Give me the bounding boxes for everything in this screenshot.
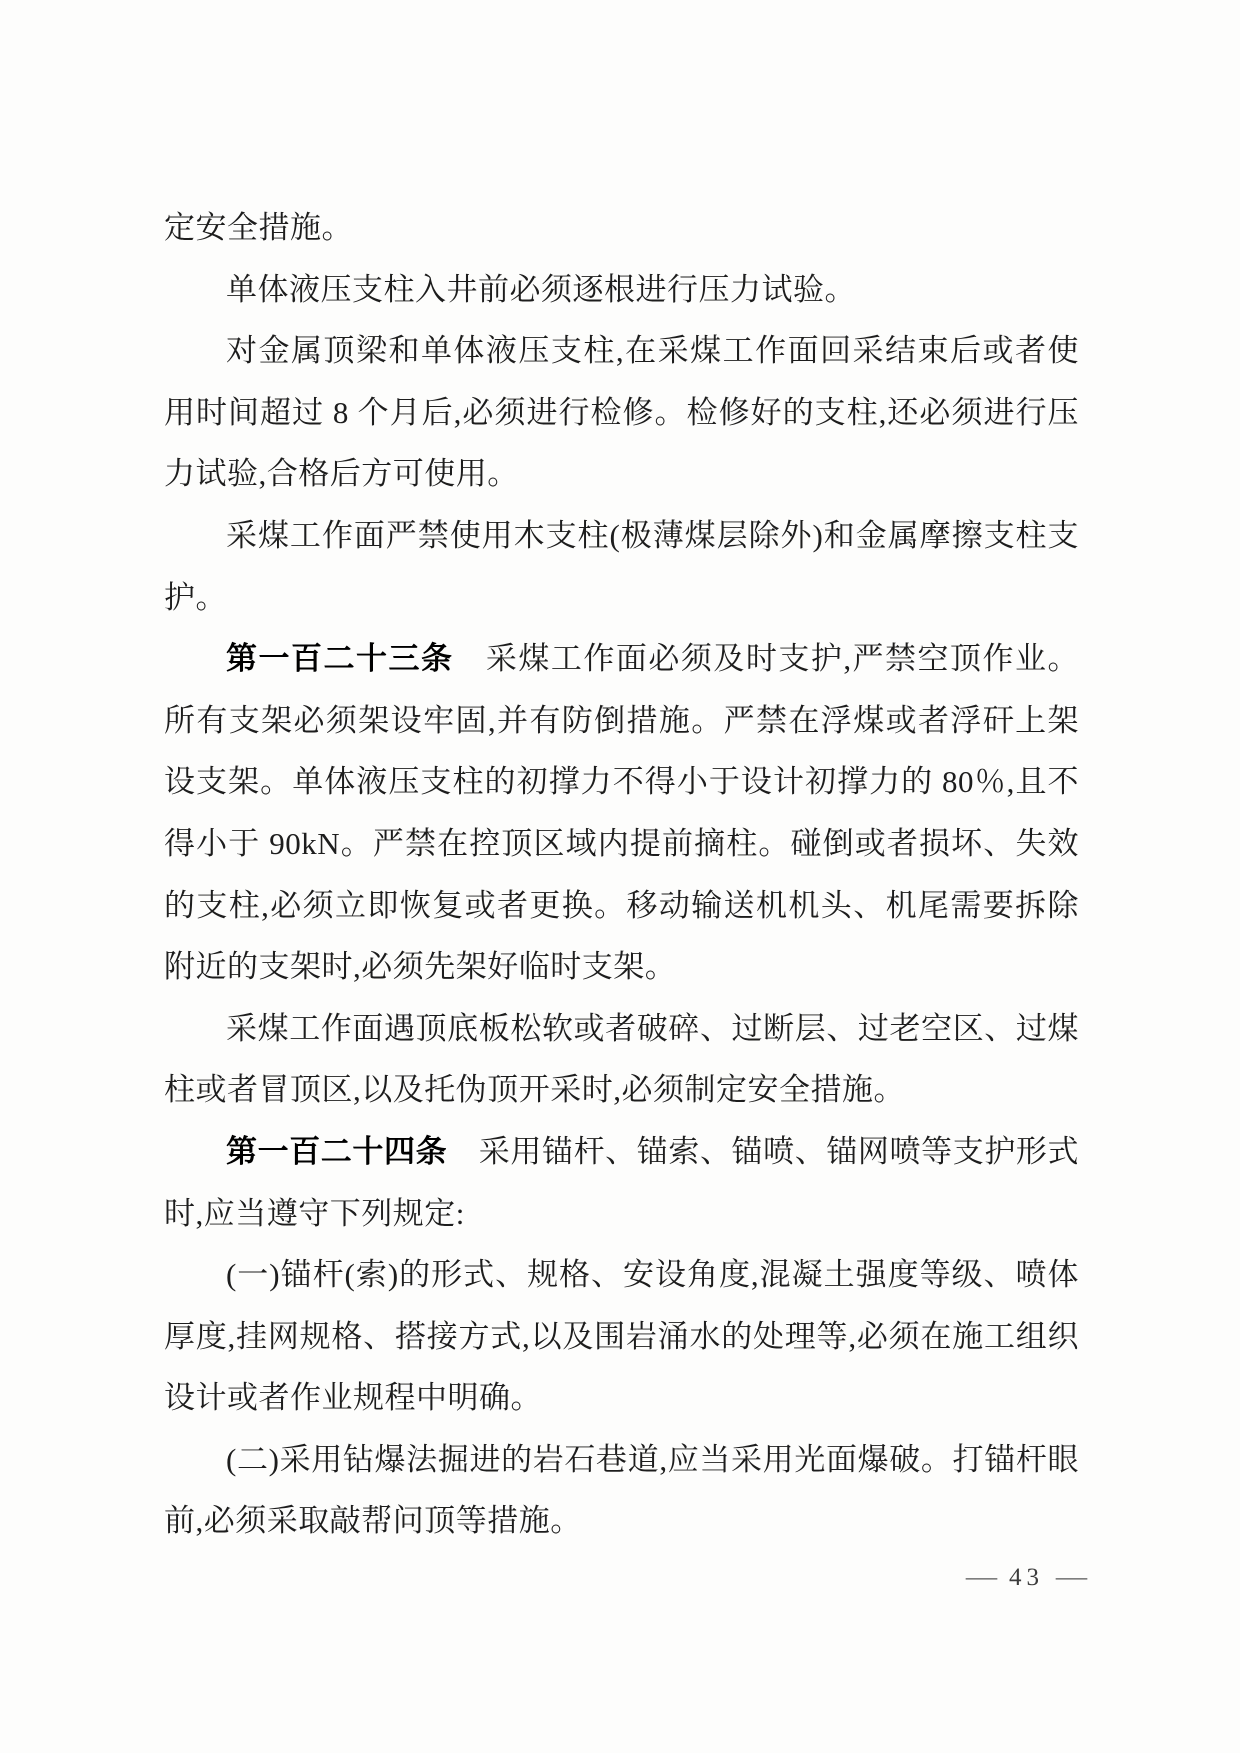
page-number: 43 [1009,1564,1044,1591]
text-run: 采煤工作面遇顶底板松软或者破碎、过断层、过老空区、过煤柱或者冒顶区,以及托伪顶开采时,必须制定安全措施。 [164,1010,1079,1108]
text-run: 采煤工作面必须及时支护,严禁空顶作业。所有支架必须架设牢固,并有防倒措施。严禁在浮煤或者浮矸上架设支架。单体液压支柱的初撑力不得小于设计初撑力的 80％,且不得小于 90kN。严禁在控顶区域内提前摘柱。碰倒或者损坏、失效的支柱,必须立即恢复或者更换。移动输送机机头、机尾需要拆除附近的支架时,必须先架好临时支架。 [164,641,1080,985]
page-footer [965,1563,1088,1593]
text-run: 采用锚杆、锚索、锚喷、锚网喷等支护形式时,应当遵守下列规定: [164,1133,1080,1231]
text-run: (一)锚杆(索)的形式、规格、安设角度,混凝土强度等级、喷体厚度,挂网规格、搭接方式,以及围岩涌水的处理等,必须在施工组织设计或者作业规程中明确。 [164,1257,1079,1416]
paragraph [164,505,1079,628]
paragraph [164,1244,1079,1429]
document-body [164,197,1079,1552]
article-number: 第一百二十三条 [226,641,454,677]
text-run: (二)采用钻爆法掘进的岩石巷道,应当采用光面爆破。打锚杆眼前,必须采取敲帮问顶等措施。 [164,1441,1079,1539]
text-run: 定安全措施。 [164,210,353,245]
paragraph [164,259,1079,321]
paragraph [164,998,1079,1121]
paragraph [164,1121,1079,1244]
text-run: 对金属顶梁和单体液压支柱,在采煤工作面回采结束后或者使用时间超过 8 个月后,必须进行检修。检修好的支柱,还必须进行压力试验,合格后方可使用。 [164,333,1079,492]
text-run: 单体液压支柱入井前必须逐根进行压力试验。 [226,271,856,307]
article-number: 第一百二十四条 [226,1133,448,1169]
paragraph [164,197,1079,259]
paragraph [164,1429,1079,1552]
text-run: 采煤工作面严禁使用木支柱(极薄煤层除外)和金属摩擦支柱支护。 [164,517,1079,615]
paragraph [164,320,1079,505]
paragraph [164,628,1079,998]
footer-left-dash: — [965,1564,998,1591]
footer-right-dash: — [1055,1564,1088,1591]
